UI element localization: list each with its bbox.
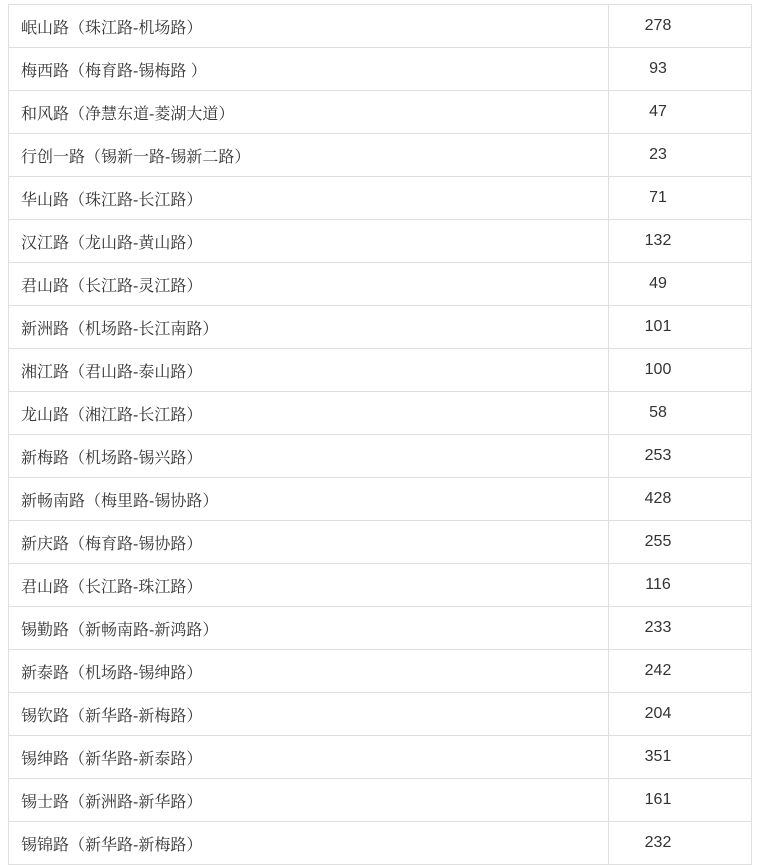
- road-name-cell: 锡绅路（新华路-新泰路）: [9, 736, 609, 779]
- table-row: [9, 478, 752, 521]
- count-cell: 49: [609, 263, 752, 306]
- table-row: [9, 779, 752, 822]
- table-row: [9, 177, 752, 220]
- table-row: [9, 220, 752, 263]
- count-cell: 428: [609, 478, 752, 521]
- road-name-cell: 汉江路（龙山路-黄山路）: [9, 220, 609, 263]
- count-cell: 233: [609, 607, 752, 650]
- table-row: [9, 263, 752, 306]
- road-name-cell: 梅西路（梅育路-锡梅路 ）: [9, 48, 609, 91]
- table-row: [9, 91, 752, 134]
- count-cell: 101: [609, 306, 752, 349]
- road-name-cell: 新泰路（机场路-锡绅路）: [9, 650, 609, 693]
- road-count-table-container: [8, 4, 752, 865]
- table-row: [9, 435, 752, 478]
- table-row: [9, 736, 752, 779]
- table-row: [9, 564, 752, 607]
- road-name-cell: 锡士路（新洲路-新华路）: [9, 779, 609, 822]
- count-cell: 116: [609, 564, 752, 607]
- road-name-cell: 新庆路（梅育路-锡协路）: [9, 521, 609, 564]
- table-row: [9, 521, 752, 564]
- road-name-cell: 湘江路（君山路-泰山路）: [9, 349, 609, 392]
- count-cell: 278: [609, 5, 752, 48]
- count-cell: 100: [609, 349, 752, 392]
- road-name-cell: 华山路（珠江路-长江路）: [9, 177, 609, 220]
- road-name-cell: 行创一路（锡新一路-锡新二路）: [9, 134, 609, 177]
- table-row: [9, 134, 752, 177]
- table-row: [9, 693, 752, 736]
- table-row: [9, 392, 752, 435]
- road-name-cell: 新洲路（机场路-长江南路）: [9, 306, 609, 349]
- count-cell: 71: [609, 177, 752, 220]
- road-name-cell: 岷山路（珠江路-机场路）: [9, 5, 609, 48]
- road-name-cell: 新畅南路（梅里路-锡协路）: [9, 478, 609, 521]
- road-name-cell: 龙山路（湘江路-长江路）: [9, 392, 609, 435]
- table-row: [9, 306, 752, 349]
- road-name-cell: 新梅路（机场路-锡兴路）: [9, 435, 609, 478]
- count-cell: 23: [609, 134, 752, 177]
- count-cell: 351: [609, 736, 752, 779]
- table-row: [9, 607, 752, 650]
- road-name-cell: 和风路（净慧东道-菱湖大道）: [9, 91, 609, 134]
- count-cell: 161: [609, 779, 752, 822]
- table-row: [9, 48, 752, 91]
- count-cell: 132: [609, 220, 752, 263]
- count-cell: 255: [609, 521, 752, 564]
- table-row: [9, 349, 752, 392]
- road-count-table: [8, 4, 752, 865]
- count-cell: 204: [609, 693, 752, 736]
- count-cell: 58: [609, 392, 752, 435]
- count-cell: 93: [609, 48, 752, 91]
- count-cell: 232: [609, 822, 752, 865]
- road-name-cell: 锡钦路（新华路-新梅路）: [9, 693, 609, 736]
- table-row: [9, 650, 752, 693]
- road-name-cell: 君山路（长江路-珠江路）: [9, 564, 609, 607]
- table-row: [9, 822, 752, 865]
- count-cell: 47: [609, 91, 752, 134]
- count-cell: 242: [609, 650, 752, 693]
- road-name-cell: 锡锦路（新华路-新梅路）: [9, 822, 609, 865]
- count-cell: 253: [609, 435, 752, 478]
- road-table-body: [9, 5, 752, 865]
- table-row: [9, 5, 752, 48]
- road-name-cell: 锡勤路（新畅南路-新鸿路）: [9, 607, 609, 650]
- road-name-cell: 君山路（长江路-灵江路）: [9, 263, 609, 306]
